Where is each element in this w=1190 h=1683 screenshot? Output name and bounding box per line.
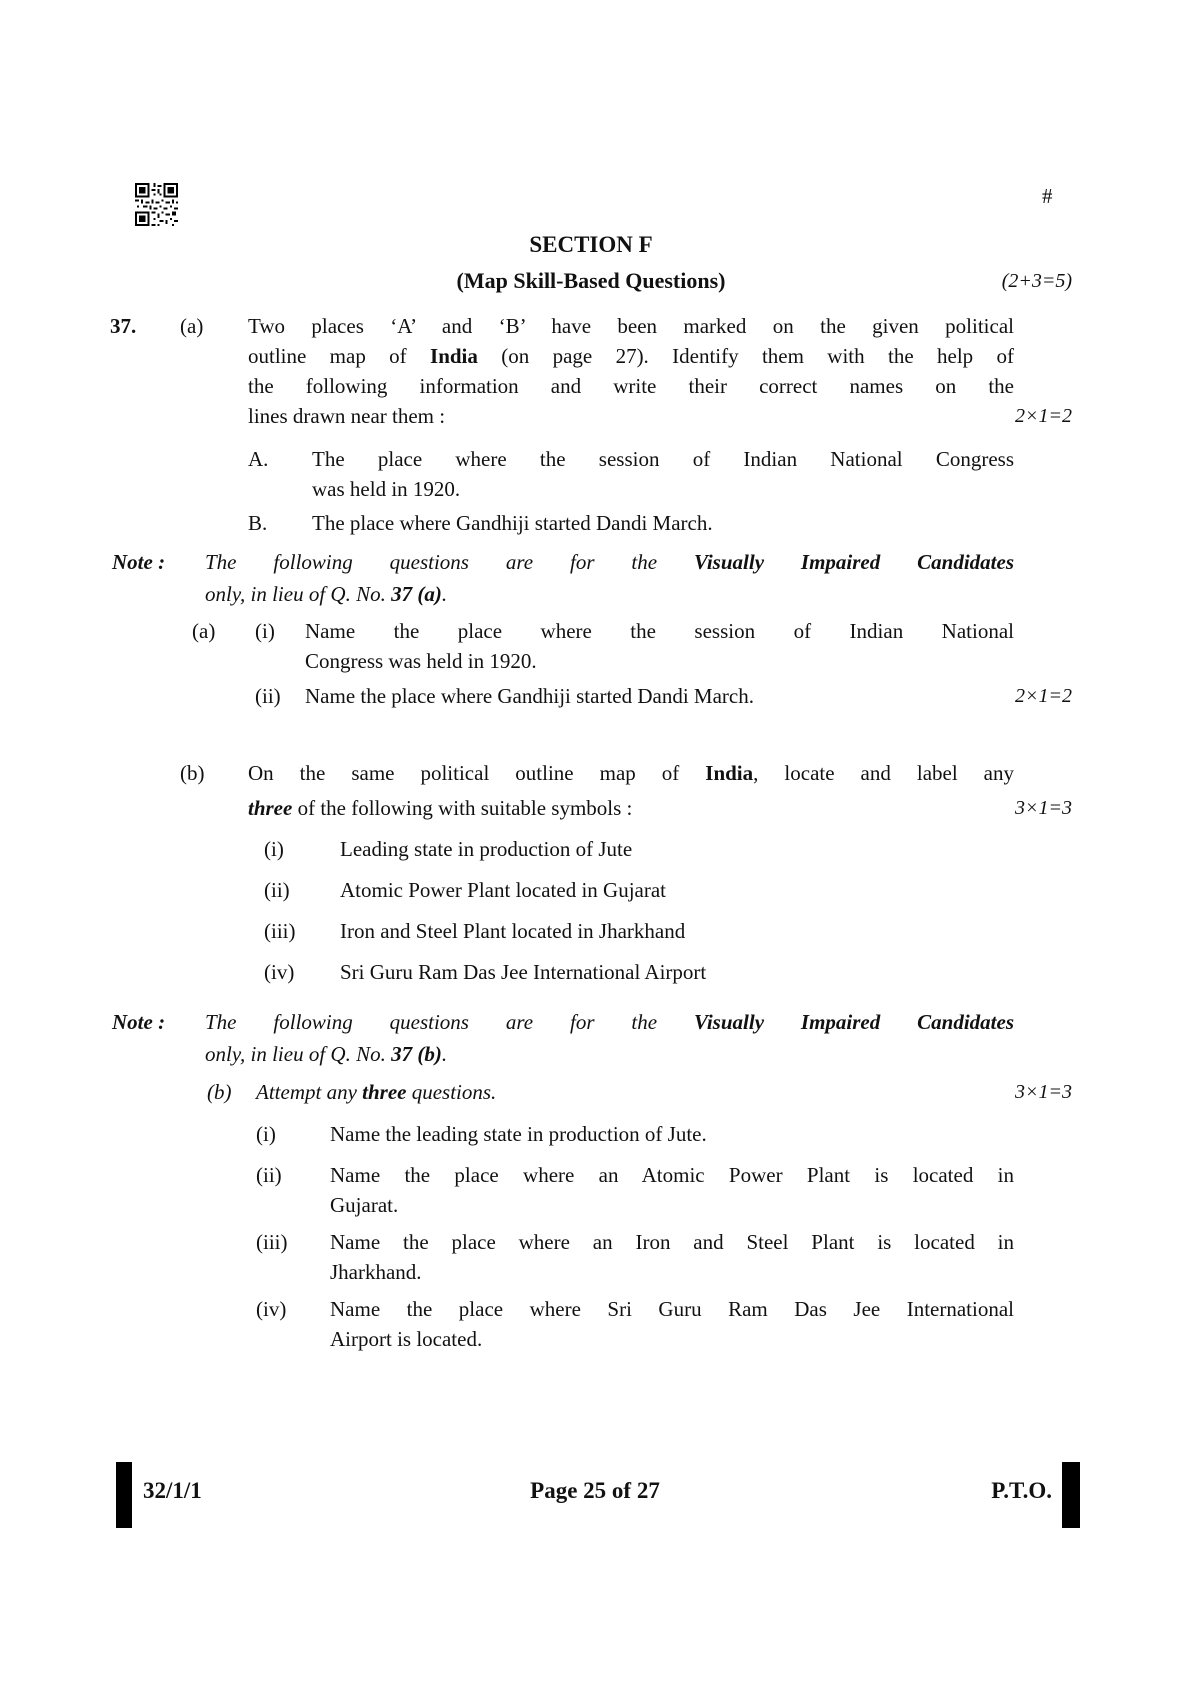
part-a-line-3: the following information and write their correct names on the [248,374,1014,398]
part-b-marks: 3×1=3 [1015,797,1072,819]
list-item-B [248,508,1072,538]
part-b-line-1-bold: India [705,761,754,785]
vi-b-item-iv-line-1: Name the place where Sri Guru Ram Das Jee International [330,1297,1014,1321]
note-b-line-1-pre: The following questions are for the [205,1010,694,1034]
b-item-iii-label: (iii) [264,919,296,943]
note-a-line-1-bold: Visually Impaired Candidates [693,550,1014,574]
vi-b-marks: 3×1=3 [1015,1081,1072,1103]
note-b-line-2-pre: only, in lieu of Q. No. [205,1042,392,1066]
list-item [264,916,1072,946]
paper-code: 32/1/1 [143,1478,202,1503]
part-a-line-1: Two places ‘A’ and ‘B’ have been marked on the given political [248,314,1014,338]
note-a-label: Note : [112,550,166,574]
vi-b-intro-text [256,1077,1014,1107]
section-subtitle: (Map Skill-Based Questions) [456,268,726,293]
part-a-line-4: lines drawn near them : [248,404,446,428]
part-a-line-2-bold: India [430,344,478,368]
b-item-i-text: Leading state in production of Jute [340,837,633,861]
list-item [264,957,1072,987]
page-number: Page 25 of 27 [530,1478,660,1503]
vi-b-intro-bold: three [362,1080,407,1104]
note-a-line-2 [205,578,1014,610]
vi-a-label: (a) [192,619,216,643]
list-item [256,1119,1072,1149]
part-b-line-2-post: of the following with suitable symbols : [292,796,633,820]
note-b-line-2 [205,1038,1014,1070]
vi-b-item-i-line-1: Name the leading state in production of Jute. [330,1122,707,1146]
b-item-iii-text: Iron and Steel Plant located in Jharkhand [340,919,686,943]
vi-a-ii-text [305,681,1014,711]
item-A-label: A. [248,447,269,471]
note-a-text [205,546,1014,610]
page-footer [0,1460,1190,1528]
note-vi-a [110,546,1072,610]
item-B-label: B. [248,511,268,535]
vi-b-item-ii-label: (ii) [256,1163,282,1187]
b-item-ii-label: (ii) [264,878,290,902]
part-b-text [248,758,1014,823]
list-item-A [248,444,1072,504]
part-a-line-2-pre: outline map of [248,344,431,368]
content-column [110,0,1072,1354]
list-item [264,834,1072,864]
part-a-label: (a) [180,314,204,338]
vi-a-item-i [192,616,1072,676]
pto-label: P.T.O. [991,1478,1052,1503]
b-item-iv-label: (iv) [264,960,295,984]
footer-bar-right [1062,1462,1080,1528]
vi-a-i-label: (i) [255,619,275,643]
vi-a-i-line-2: Congress was held in 1920. [305,649,537,673]
vi-b-item-iii-label: (iii) [256,1230,288,1254]
note-a-line-2-pre: only, in lieu of Q. No. [205,582,392,606]
part-b-line-1-post: , locate and label any [753,761,1014,785]
question-37a [110,311,1072,431]
note-a-line-2-post: . [441,582,448,606]
vi-b-item-iii-line-1: Name the place where an Iron and Steel Plant is located in [330,1230,1014,1254]
vi-a-i-text [305,616,1014,676]
part-b-line-1-pre: On the same political outline map of [248,761,706,785]
part-b-label: (b) [180,761,205,785]
vi-b-item-ii-line-1: Name the place where an Atomic Power Plant is located in [330,1163,1014,1187]
item-B-text [312,508,1014,538]
vi-a-ii-label: (ii) [255,684,281,708]
vi-b-intro [207,1077,1072,1107]
vi-b-item-iv-label: (iv) [256,1297,287,1321]
section-marks: (2+3=5) [1001,270,1072,292]
item-A-line-1: The place where the session of Indian National Congress [312,447,1014,471]
part-a-text [248,311,1014,431]
vi-a-marks: 2×1=2 [1015,685,1072,707]
vi-b-intro-pre: Attempt any [256,1080,363,1104]
note-vi-b [110,1006,1072,1070]
note-b-line-1 [205,1006,1014,1038]
note-a-line-1 [205,546,1014,578]
item-A-text [312,444,1014,504]
page-hash-mark: # [1042,184,1053,208]
vi-a-spacer [192,681,255,711]
part-a-line-2-post: (on page 27). Identify them with the help of [477,344,1014,368]
vi-b-item-iii-line-2: Jharkhand. [330,1260,422,1284]
part-a-line-2 [248,341,1014,371]
question-number: 37. [110,314,137,338]
item-A-line-2: was held in 1920. [312,477,461,501]
part-b-line-2-bold: three [248,796,293,820]
section-subtitle-row [110,266,1072,296]
note-b-text [205,1006,1014,1070]
note-b-label: Note : [112,1010,166,1034]
vi-b-item-iv-line-2: Airport is located. [330,1327,483,1351]
note-a-line-1-pre: The following questions are for the [205,550,694,574]
list-item [264,875,1072,905]
b-item-i-label: (i) [264,837,284,861]
list-item [256,1294,1072,1354]
note-a-line-2-bold: 37 (a) [391,582,442,606]
vi-a-ii-line-1: Name the place where Gandhiji started Dandi March. [305,684,754,708]
note-b-line-2-bold: 37 (b) [391,1042,442,1066]
part-b-line-1 [248,758,1014,788]
b-item-iv-text: Sri Guru Ram Das Jee International Airport [340,960,707,984]
vi-b-intro-post: questions. [406,1080,497,1104]
item-B-line-1: The place where Gandhiji started Dandi March. [312,511,713,535]
vi-b-item-i-label: (i) [256,1122,276,1146]
vi-a-item-ii [192,681,1072,711]
part-a-marks: 2×1=2 [1015,405,1072,427]
vi-b-item-ii-line-2: Gujarat. [330,1193,399,1217]
vi-a-i-line-1: Name the place where the session of Indian National [305,619,1014,643]
list-item [256,1227,1072,1287]
section-title: SECTION F [529,232,653,257]
note-b-line-1-bold: Visually Impaired Candidates [693,1010,1014,1034]
part-b-line-2 [248,793,1014,823]
question-37b [180,758,1072,823]
vi-b-label: (b) [207,1080,232,1104]
note-b-line-2-post: . [441,1042,448,1066]
list-item [256,1160,1072,1220]
b-item-ii-text: Atomic Power Plant located in Gujarat [340,878,667,902]
